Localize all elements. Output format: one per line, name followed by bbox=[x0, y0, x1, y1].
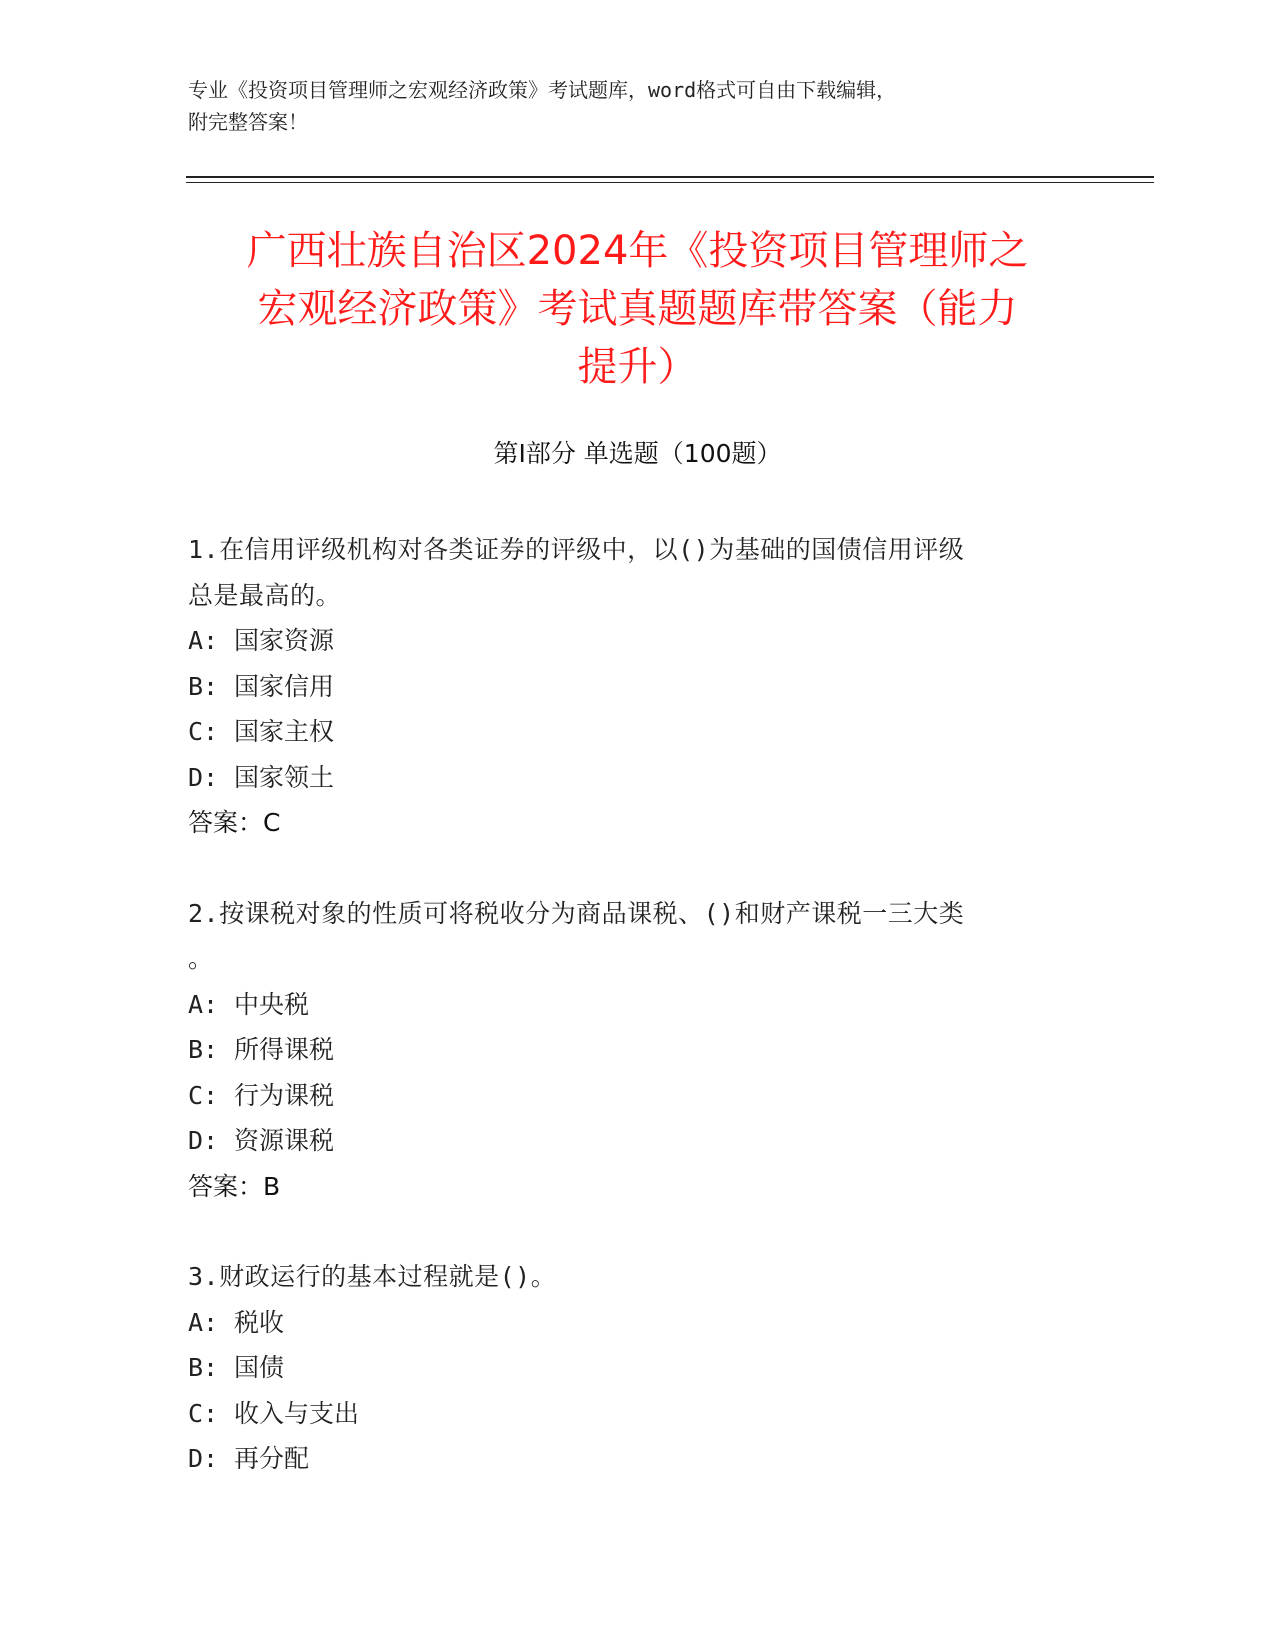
option-text: 行为课税 bbox=[234, 1080, 335, 1110]
option-text: 国家信用 bbox=[234, 671, 335, 701]
option-c bbox=[188, 1073, 1068, 1119]
option-a bbox=[188, 1300, 1068, 1346]
header-note-line: 专业《投资项目管理师之宏观经济政策》考试题库，word格式可自由下载编辑， bbox=[188, 78, 897, 102]
option-text: 资源课税 bbox=[234, 1126, 335, 1155]
question-item bbox=[188, 527, 1068, 846]
title-line: 提升） bbox=[577, 344, 698, 390]
option-text: 收入与支出 bbox=[234, 1398, 360, 1428]
option-a bbox=[188, 618, 1068, 664]
question-item bbox=[188, 1254, 1068, 1482]
header-note-line: 附完整答案！ bbox=[188, 110, 308, 134]
option-letter: B: bbox=[188, 671, 219, 701]
header-divider-thin bbox=[186, 182, 1154, 183]
section-heading: 第Ⅰ部分 单选题（100题） bbox=[493, 439, 782, 468]
question-item bbox=[188, 891, 1068, 1210]
option-c bbox=[188, 709, 1068, 755]
question-stem: 3.财政运行的基本过程就是()。 bbox=[188, 1262, 557, 1291]
option-text: 国债 bbox=[234, 1353, 285, 1382]
option-d bbox=[188, 1118, 1068, 1164]
header-divider-thick bbox=[186, 176, 1154, 178]
answer-line: 答案：B bbox=[188, 1171, 281, 1201]
option-letter: A: bbox=[188, 626, 219, 655]
question-stem: 2.按课税对象的性质可将税收分为商品课税、()和财产课税一三大类 bbox=[188, 898, 965, 928]
option-letter: D: bbox=[188, 1126, 219, 1155]
option-text: 国家领土 bbox=[234, 762, 335, 792]
option-b bbox=[188, 1345, 1068, 1391]
option-letter: B: bbox=[188, 1353, 219, 1382]
option-a bbox=[188, 982, 1068, 1028]
option-letter: B: bbox=[188, 1035, 219, 1064]
option-letter: A: bbox=[188, 989, 219, 1019]
option-letter: C: bbox=[188, 1080, 219, 1110]
option-text: 中央税 bbox=[234, 989, 310, 1019]
option-text: 税收 bbox=[234, 1307, 285, 1337]
question-stem-continued: 总是最高的。 bbox=[188, 580, 342, 610]
option-text: 国家主权 bbox=[234, 717, 335, 746]
question-stem-continued: 。 bbox=[188, 944, 214, 973]
question-list bbox=[188, 527, 1068, 1527]
question-stem: 1.在信用评级机构对各类证券的评级中，以()为基础的国债信用评级 bbox=[188, 535, 965, 564]
option-text: 所得课税 bbox=[234, 1035, 335, 1064]
option-d bbox=[188, 1436, 1068, 1482]
option-c bbox=[188, 1391, 1068, 1437]
option-text: 国家资源 bbox=[234, 626, 335, 655]
option-letter: D: bbox=[188, 762, 219, 792]
option-letter: D: bbox=[188, 1444, 219, 1473]
option-letter: A: bbox=[188, 1307, 219, 1337]
answer-line: 答案：C bbox=[188, 808, 281, 837]
option-letter: C: bbox=[188, 1398, 219, 1428]
header-note bbox=[188, 74, 1078, 138]
option-d bbox=[188, 755, 1068, 801]
option-text: 再分配 bbox=[234, 1444, 310, 1473]
document-title bbox=[160, 222, 1115, 396]
option-b bbox=[188, 1027, 1068, 1073]
title-line: 广西壮族自治区2024年《投资项目管理师之 bbox=[246, 228, 1029, 274]
title-line: 宏观经济政策》考试真题题库带答案（能力 bbox=[257, 286, 1018, 332]
option-b bbox=[188, 664, 1068, 710]
option-letter: C: bbox=[188, 717, 219, 746]
